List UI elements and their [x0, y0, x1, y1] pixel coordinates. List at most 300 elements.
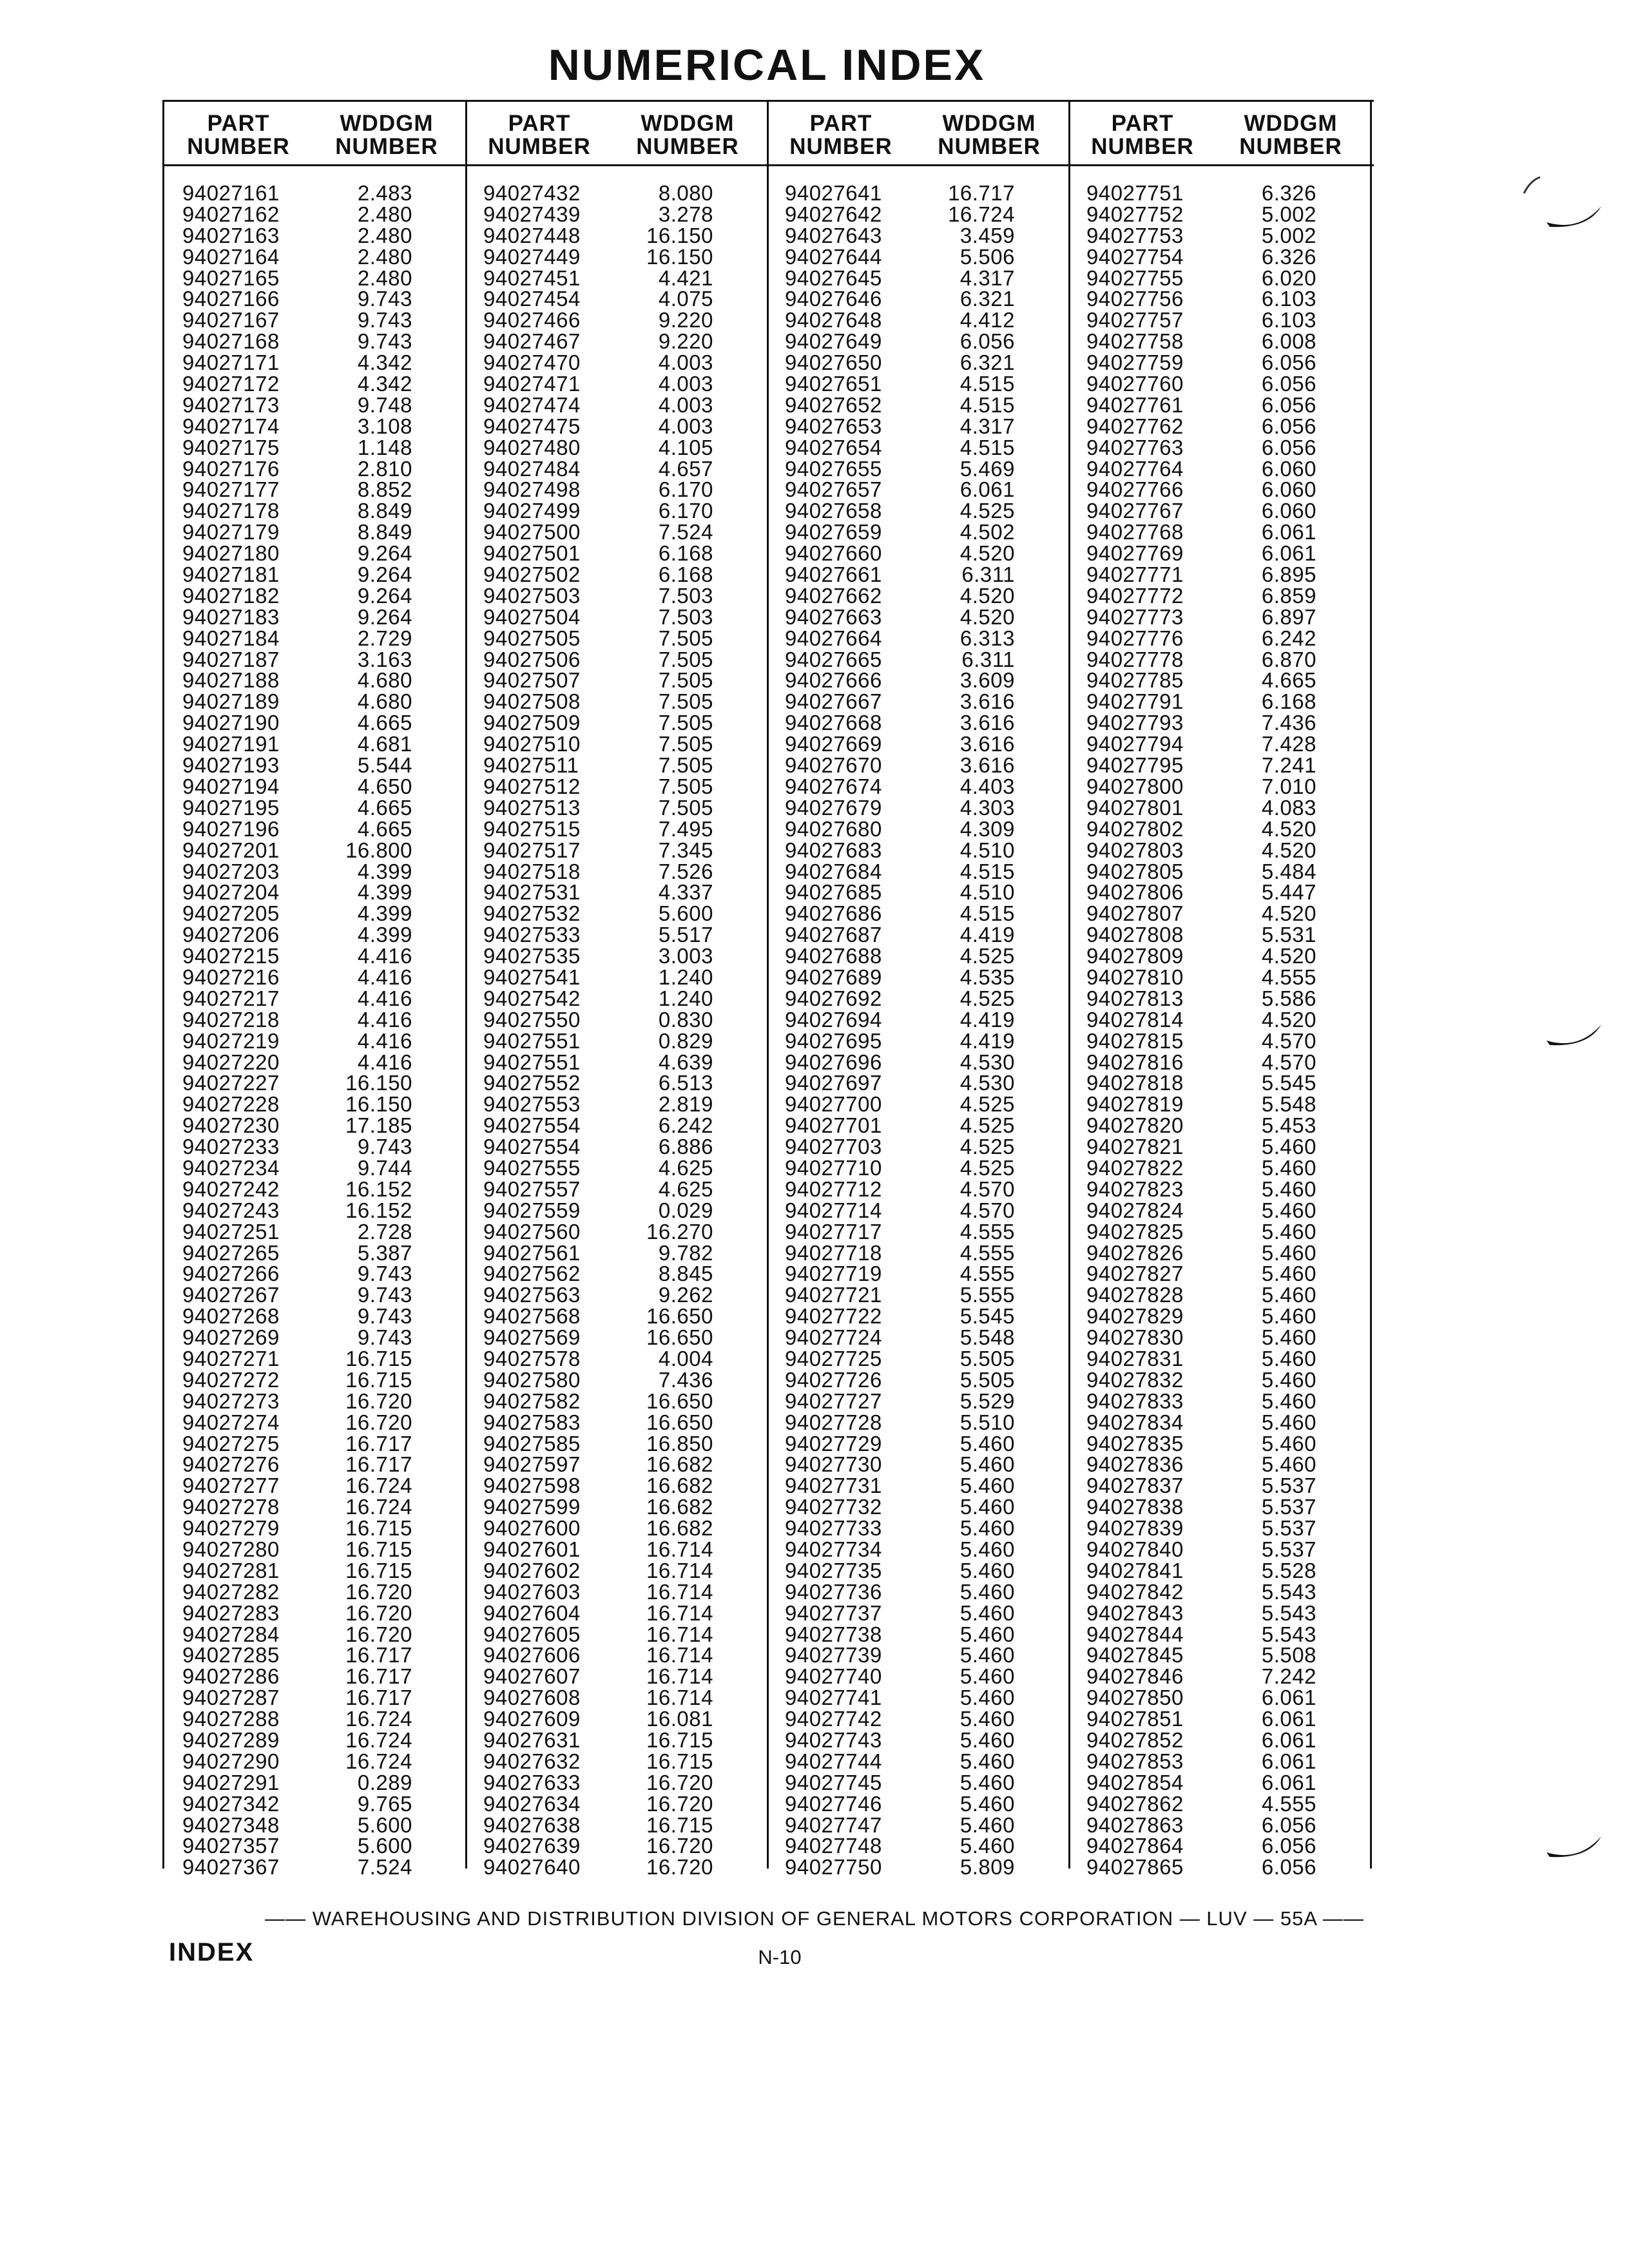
wddgm-number: 5.537 [1261, 1474, 1316, 1498]
wddgm-number: 6.056 [1261, 414, 1316, 438]
wddgm-number: 3.616 [959, 753, 1015, 778]
part-number: 94027559 [483, 1198, 581, 1222]
header-label: NUMBER [1091, 134, 1194, 159]
wddgm-number: 4.525 [959, 1155, 1015, 1180]
wddgm-number: 4.525 [959, 1113, 1015, 1138]
part-number: 94027846 [1086, 1664, 1184, 1689]
wddgm-number: 6.061 [1261, 1749, 1316, 1773]
table-row [1068, 1579, 1369, 1604]
part-number: 94027838 [1086, 1495, 1184, 1519]
part-number: 94027475 [483, 414, 581, 438]
table-row [767, 1346, 1068, 1370]
table-row [465, 967, 766, 988]
table-row [767, 1666, 1068, 1687]
wddgm-number: 7.526 [658, 859, 713, 883]
part-number: 94027842 [1086, 1579, 1184, 1604]
part-number: 94027733 [785, 1516, 882, 1541]
table-row [465, 331, 766, 352]
wddgm-number: 2.480 [357, 265, 412, 290]
wddgm-number: 16.717 [345, 1664, 412, 1689]
part-number: 94027801 [1086, 795, 1184, 820]
wddgm-number: 7.503 [658, 604, 713, 629]
wddgm-number: 6.897 [1261, 604, 1316, 629]
table-row [767, 374, 1068, 395]
part-number: 94027631 [483, 1728, 581, 1753]
part-number: 94027752 [1086, 202, 1184, 226]
wddgm-number: 5.460 [959, 1749, 1015, 1773]
part-number: 94027737 [785, 1600, 882, 1625]
wddgm-number: 2.728 [357, 1219, 412, 1244]
part-number: 94027822 [1086, 1155, 1184, 1180]
wddgm-number: 6.056 [1261, 392, 1316, 417]
wddgm-number: 9.743 [357, 1325, 412, 1350]
part-number: 94027740 [785, 1664, 882, 1689]
wddgm-number: 6.060 [1261, 456, 1316, 481]
header-part-number [773, 112, 909, 159]
wddgm-number: 16.150 [646, 244, 713, 269]
wddgm-number: 5.460 [959, 1686, 1015, 1710]
part-number: 94027663 [785, 604, 882, 629]
part-number: 94027746 [785, 1791, 882, 1816]
part-number: 94027819 [1086, 1092, 1184, 1117]
footer-division: —— WAREHOUSING AND DISTRIBUTION DIVISION OF GENERAL MOTORS CORPORATION — LUV — 55A —— [265, 1907, 1364, 1930]
table-row [465, 691, 766, 713]
table-row [767, 583, 1068, 608]
part-number: 94027501 [483, 541, 581, 566]
part-number: 94027700 [785, 1092, 882, 1117]
binder-hole-mark [1543, 193, 1608, 245]
wddgm-number: 5.543 [1261, 1622, 1316, 1646]
part-number: 94027284 [182, 1622, 280, 1646]
table-row [164, 1539, 465, 1561]
wddgm-number: 4.657 [658, 456, 713, 481]
part-number: 94027552 [483, 1071, 581, 1095]
wddgm-number: 9.743 [357, 1304, 412, 1329]
wddgm-number: 0.829 [658, 1028, 713, 1053]
table-row [164, 713, 465, 734]
table-row [1068, 1306, 1369, 1327]
table-row [767, 1709, 1068, 1730]
table-row [465, 479, 766, 501]
table-row [767, 604, 1068, 629]
wddgm-number: 2.480 [357, 223, 412, 247]
wddgm-number: 9.220 [658, 308, 713, 332]
wddgm-number: 7.495 [658, 816, 713, 841]
part-number: 94027727 [785, 1389, 882, 1413]
part-number: 94027201 [182, 838, 280, 862]
wddgm-number: 4.416 [357, 1028, 412, 1053]
wddgm-number: 16.714 [646, 1558, 713, 1582]
wddgm-number: 9.220 [658, 329, 713, 354]
wddgm-number: 9.743 [357, 1262, 412, 1286]
table-row [465, 1600, 766, 1625]
part-number: 94027551 [483, 1050, 581, 1074]
wddgm-number: 6.886 [658, 1135, 713, 1159]
wddgm-number: 3.003 [658, 944, 713, 968]
table-row [465, 501, 766, 522]
part-number: 94027502 [483, 562, 581, 587]
wddgm-number: 4.003 [658, 372, 713, 396]
wddgm-number: 5.555 [959, 1283, 1015, 1307]
column-group-4 [1068, 102, 1369, 1879]
footer-section: INDEX [169, 1938, 255, 1966]
wddgm-number: 4.399 [357, 901, 412, 926]
part-number: 94027721 [785, 1283, 882, 1307]
wddgm-number: 16.682 [646, 1474, 713, 1498]
wddgm-number: 4.555 [959, 1240, 1015, 1265]
table-row [1068, 583, 1369, 608]
wddgm-number: 7.524 [357, 1855, 412, 1879]
header-part-number [1075, 112, 1210, 159]
part-number: 94027163 [182, 223, 280, 247]
wddgm-number: 5.460 [1261, 1346, 1316, 1370]
wddgm-number: 2.810 [357, 456, 412, 481]
wddgm-number: 8.852 [357, 477, 412, 502]
wddgm-number: 4.105 [658, 435, 713, 459]
part-number: 94027641 [785, 181, 882, 205]
part-number: 94027557 [483, 1177, 581, 1201]
table-row [1068, 1179, 1369, 1200]
part-number: 94027480 [483, 435, 581, 459]
wddgm-number: 9.264 [357, 541, 412, 566]
wddgm-number: 16.850 [646, 1431, 713, 1456]
wddgm-number: 4.665 [357, 711, 412, 735]
wddgm-number: 4.004 [658, 1346, 713, 1370]
part-number: 94027273 [182, 1389, 280, 1413]
table-row [1068, 1028, 1369, 1053]
part-number: 94027750 [785, 1855, 882, 1879]
table-row [465, 1857, 766, 1878]
wddgm-number: 4.681 [357, 732, 412, 756]
part-number: 94027697 [785, 1071, 882, 1095]
table-row [164, 1240, 465, 1265]
table-row [767, 1200, 1068, 1222]
table-row [465, 1666, 766, 1687]
wddgm-number: 5.460 [1261, 1325, 1316, 1350]
part-number: 94027582 [483, 1389, 581, 1413]
table-row [164, 1475, 465, 1497]
table-row [164, 583, 465, 608]
table-row [164, 1666, 465, 1687]
table-row [164, 604, 465, 629]
table-row [767, 1579, 1068, 1604]
table-row [1068, 1367, 1369, 1392]
wddgm-number: 5.387 [357, 1240, 412, 1265]
wddgm-number: 5.600 [658, 901, 713, 926]
table-row [164, 1028, 465, 1053]
table-row [767, 1836, 1068, 1857]
wddgm-number: 9.264 [357, 562, 412, 587]
part-number: 94027810 [1086, 965, 1184, 989]
part-number: 94027176 [182, 456, 280, 481]
table-row [164, 1791, 465, 1816]
part-number: 94027825 [1086, 1219, 1184, 1244]
header-part-number [171, 112, 306, 159]
wddgm-number: 4.555 [959, 1262, 1015, 1286]
wddgm-number: 5.460 [1261, 1155, 1316, 1180]
wddgm-number: 4.502 [959, 520, 1015, 544]
wddgm-number: 0.289 [357, 1770, 412, 1794]
wddgm-number: 16.650 [646, 1304, 713, 1329]
column-group-1 [164, 102, 465, 1879]
wddgm-number: 4.421 [658, 265, 713, 290]
part-number: 94027814 [1086, 1007, 1184, 1032]
part-number: 94027506 [483, 647, 581, 671]
table-row [164, 1052, 465, 1073]
table-row [164, 1518, 465, 1539]
table-row [1068, 1666, 1369, 1687]
table-row [1068, 903, 1369, 925]
part-number: 94027653 [785, 414, 882, 438]
wddgm-number: 16.720 [345, 1389, 412, 1413]
table-row [767, 1240, 1068, 1265]
table-row [1068, 1007, 1369, 1032]
part-number: 94027651 [785, 372, 882, 396]
table-row [465, 1836, 766, 1857]
table-row [465, 265, 766, 290]
wddgm-number: 9.744 [357, 1155, 412, 1180]
wddgm-number: 4.570 [1261, 1028, 1316, 1053]
part-number: 94027667 [785, 689, 882, 714]
part-number: 94027738 [785, 1622, 882, 1646]
table-row [1068, 840, 1369, 861]
table-row [164, 223, 465, 247]
table-row [164, 882, 465, 903]
wddgm-number: 6.056 [1261, 1855, 1316, 1879]
table-row [465, 1327, 766, 1349]
table-row [1068, 1412, 1369, 1434]
table-row [767, 1454, 1068, 1475]
part-number: 94027644 [785, 244, 882, 269]
part-number: 94027633 [483, 1770, 581, 1794]
wddgm-number: 5.460 [1261, 1135, 1316, 1159]
table-row [164, 967, 465, 988]
wddgm-number: 5.544 [357, 753, 412, 778]
part-number: 94027688 [785, 944, 882, 968]
table-row [767, 903, 1068, 925]
part-number: 94027606 [483, 1643, 581, 1667]
wddgm-number: 16.720 [646, 1770, 713, 1794]
table-row [164, 1094, 465, 1115]
part-number: 94027179 [182, 520, 280, 544]
part-number: 94027845 [1086, 1643, 1184, 1667]
part-number: 94027854 [1086, 1770, 1184, 1794]
part-number: 94027864 [1086, 1834, 1184, 1858]
part-number: 94027850 [1086, 1686, 1184, 1710]
table-row [1068, 861, 1369, 883]
wddgm-number: 5.543 [1261, 1579, 1316, 1604]
table-row [465, 604, 766, 629]
wddgm-number: 7.505 [658, 774, 713, 798]
table-row [164, 1454, 465, 1475]
part-number: 94027785 [1086, 668, 1184, 693]
part-number: 94027367 [182, 1855, 280, 1879]
table-row [767, 755, 1068, 776]
table-row [164, 522, 465, 543]
part-number: 94027703 [785, 1135, 882, 1159]
table-row [465, 183, 766, 204]
part-number: 94027652 [785, 392, 882, 417]
table-row [164, 1558, 465, 1582]
part-number: 94027512 [483, 774, 581, 798]
part-number: 94027471 [483, 372, 581, 396]
wddgm-number: 5.505 [959, 1367, 1015, 1392]
wddgm-number: 4.525 [959, 944, 1015, 968]
wddgm-number: 4.309 [959, 816, 1015, 841]
table-row [767, 1730, 1068, 1751]
part-number: 94027535 [483, 944, 581, 968]
part-number: 94027843 [1086, 1600, 1184, 1625]
wddgm-number: 4.520 [1261, 816, 1316, 841]
table-row [465, 1094, 766, 1115]
part-number: 94027645 [785, 265, 882, 290]
table-row [465, 755, 766, 776]
wddgm-number: 9.743 [357, 1135, 412, 1159]
table-row [465, 310, 766, 331]
header-label: PART [508, 111, 571, 136]
binder-hole-mark [1543, 1012, 1608, 1063]
wddgm-number: 7.436 [1261, 711, 1316, 735]
part-number: 94027269 [182, 1325, 280, 1350]
part-number: 94027710 [785, 1155, 882, 1180]
part-number: 94027216 [182, 965, 280, 989]
part-number: 94027178 [182, 499, 280, 523]
header-label: WDDGM [641, 111, 735, 136]
table-row [164, 1200, 465, 1222]
table-row [465, 1306, 766, 1327]
part-number: 94027844 [1086, 1622, 1184, 1646]
wddgm-number: 9.743 [357, 329, 412, 354]
wddgm-number: 8.845 [658, 1262, 713, 1286]
part-number: 94027649 [785, 329, 882, 354]
table-row [767, 1645, 1068, 1666]
wddgm-number: 16.720 [646, 1834, 713, 1858]
wddgm-number: 8.080 [658, 181, 713, 205]
part-number: 94027287 [182, 1686, 280, 1710]
wddgm-number: 4.665 [1261, 668, 1316, 693]
table-row [164, 1751, 465, 1773]
wddgm-number: 4.525 [959, 499, 1015, 523]
part-number: 94027757 [1086, 308, 1184, 332]
part-number: 94027828 [1086, 1283, 1184, 1307]
part-number: 94027470 [483, 351, 581, 375]
wddgm-number: 9.743 [357, 308, 412, 332]
wddgm-number: 6.168 [1261, 689, 1316, 714]
wddgm-number: 6.056 [1261, 435, 1316, 459]
wddgm-number: 16.724 [948, 202, 1015, 226]
part-number: 94027230 [182, 1113, 280, 1138]
table-row [465, 456, 766, 481]
binder-hole-mark [1543, 1823, 1608, 1875]
table-row [465, 1219, 766, 1244]
wddgm-number: 7.503 [658, 583, 713, 608]
header-label: NUMBER [187, 134, 290, 159]
table-row [1068, 1600, 1369, 1625]
table-row [164, 1687, 465, 1709]
part-number: 94027640 [483, 1855, 581, 1879]
table-row [1068, 204, 1369, 226]
part-number: 94027267 [182, 1283, 280, 1307]
table-row [1068, 1624, 1369, 1646]
wddgm-number: 4.317 [959, 414, 1015, 438]
wddgm-number: 5.460 [959, 1431, 1015, 1456]
wddgm-number: 4.075 [658, 287, 713, 311]
table-row [164, 1007, 465, 1032]
table-row [767, 1600, 1068, 1625]
wddgm-number: 4.535 [959, 965, 1015, 989]
wddgm-number: 4.510 [959, 880, 1015, 905]
table-row [1068, 1709, 1369, 1730]
part-number: 94027863 [1086, 1812, 1184, 1837]
wddgm-number: 7.505 [658, 626, 713, 650]
part-number: 94027220 [182, 1050, 280, 1074]
part-number: 94027650 [785, 351, 882, 375]
part-number: 94027219 [182, 1028, 280, 1053]
table-row [164, 649, 465, 671]
table-row [465, 1367, 766, 1392]
table-row [1068, 331, 1369, 352]
part-number: 94027767 [1086, 499, 1184, 523]
part-number: 94027793 [1086, 711, 1184, 735]
part-number: 94027646 [785, 287, 882, 311]
wddgm-number: 16.650 [646, 1389, 713, 1413]
part-number: 94027609 [483, 1707, 581, 1731]
table-row [1068, 604, 1369, 629]
table-row [767, 392, 1068, 417]
table-row [164, 479, 465, 501]
part-number: 94027266 [182, 1262, 280, 1286]
header-wddgm-number [319, 112, 454, 159]
table-row [1068, 1431, 1369, 1456]
wddgm-number: 4.342 [357, 372, 412, 396]
part-number: 94027280 [182, 1537, 280, 1561]
table-row [767, 1812, 1068, 1837]
wddgm-number: 4.515 [959, 392, 1015, 417]
table-row [465, 1791, 766, 1816]
wddgm-number: 16.682 [646, 1495, 713, 1519]
part-number: 94027692 [785, 986, 882, 1010]
table-row [465, 1709, 766, 1730]
table-row [767, 1155, 1068, 1180]
wddgm-number: 16.717 [948, 181, 1015, 205]
part-number: 94027251 [182, 1219, 280, 1244]
part-number: 94027741 [785, 1686, 882, 1710]
part-number: 94027503 [483, 583, 581, 608]
wddgm-number: 2.480 [357, 244, 412, 269]
part-number: 94027742 [785, 1707, 882, 1731]
wddgm-number: 4.003 [658, 414, 713, 438]
table-row [465, 925, 766, 946]
part-number: 94027166 [182, 287, 280, 311]
part-number: 94027515 [483, 816, 581, 841]
table-row [164, 1709, 465, 1730]
wddgm-number: 5.460 [959, 1474, 1015, 1498]
wddgm-number: 5.460 [959, 1558, 1015, 1582]
part-number: 94027744 [785, 1749, 882, 1773]
header-wddgm-number [1223, 112, 1358, 159]
table-row [1068, 755, 1369, 776]
part-number: 94027813 [1086, 986, 1184, 1010]
wddgm-number: 4.625 [658, 1155, 713, 1180]
part-number: 94027794 [1086, 732, 1184, 756]
table-row [767, 1539, 1068, 1561]
part-number: 94027517 [483, 838, 581, 862]
wddgm-number: 7.505 [658, 689, 713, 714]
wddgm-number: 4.303 [959, 795, 1015, 820]
wddgm-number: 5.460 [959, 1728, 1015, 1753]
part-number: 94027735 [785, 1558, 882, 1582]
table-row [1068, 1052, 1369, 1073]
